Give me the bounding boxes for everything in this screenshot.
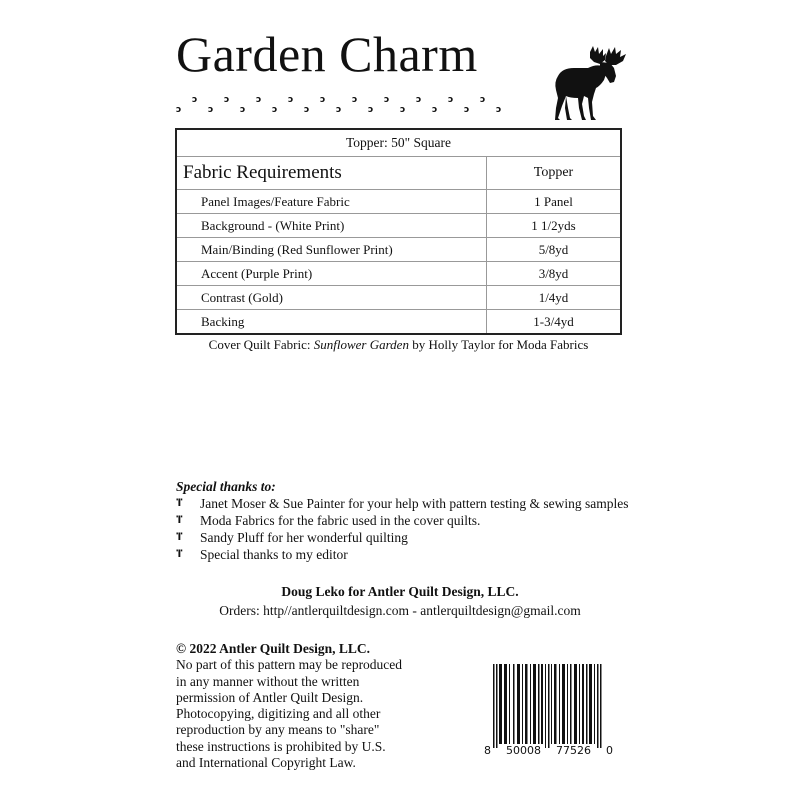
- footprint-icon: ↄ: [208, 105, 214, 115]
- footprint-icon: ↄ: [352, 95, 358, 105]
- footprint-icon: ↄ: [176, 105, 182, 115]
- cover-fabric-credit: [175, 337, 622, 353]
- copyright-notice: [176, 641, 446, 771]
- fabric-item: Contrast (Gold): [176, 286, 487, 310]
- fabric-amount: 1 Panel: [487, 190, 622, 214]
- fabric-item: Backing: [176, 310, 487, 335]
- footprint-icon: ↄ: [288, 95, 294, 105]
- moose-silhouette-icon: [548, 46, 630, 122]
- footprint-icon: ↄ: [464, 105, 470, 115]
- thanks-list: [176, 495, 646, 563]
- thanks-text: Sandy Pluff for her wonderful quilting: [200, 530, 408, 545]
- header-fabric-requirements: Fabric Requirements: [176, 157, 487, 190]
- barcode-digit-manufacturer: 50008: [506, 744, 541, 757]
- designer-credit: Doug Leko for Antler Quilt Design, LLC.: [281, 584, 519, 599]
- barcode-digit-check: 0: [606, 744, 613, 757]
- footprint-icon: ↄ: [272, 105, 278, 115]
- credit-suffix: by Holly Taylor for Moda Fabrics: [408, 337, 589, 352]
- table-row: [176, 214, 621, 238]
- list-item: [176, 495, 646, 512]
- contact-info: [180, 582, 620, 620]
- footprint-icon: ↄ: [480, 95, 486, 105]
- fabric-amount: 1 1/2yds: [487, 214, 622, 238]
- fabric-amount: 3/8yd: [487, 262, 622, 286]
- table-caption-row: [176, 129, 621, 157]
- footprint-icon: ↄ: [432, 105, 438, 115]
- table-row: [176, 190, 621, 214]
- copyright-line: Photocopying, digitizing and all other: [176, 706, 381, 722]
- antler-bullet-icon: ⴶ: [176, 515, 183, 526]
- antler-bullet-icon: ⴶ: [176, 549, 183, 560]
- antler-bullet-icon: ⴶ: [176, 498, 183, 509]
- footprint-icon: ↄ: [416, 95, 422, 105]
- special-thanks-section: [176, 478, 646, 563]
- copyright-line: and International Copyright Law.: [176, 755, 356, 771]
- footprint-icon: ↄ: [240, 105, 246, 115]
- footprint-icon: ↄ: [256, 95, 262, 105]
- barcode-number: [484, 744, 616, 758]
- special-thanks-heading: Special thanks to:: [176, 479, 276, 494]
- footprint-icon: ↄ: [192, 95, 198, 105]
- table-row: [176, 310, 621, 335]
- copyright-heading: © 2022 Antler Quilt Design, LLC.: [176, 641, 370, 656]
- copyright-line: reproduction by any means to "share": [176, 722, 380, 738]
- copyright-line: No part of this pattern may be reproduced: [176, 657, 403, 673]
- fabric-item: Main/Binding (Red Sunflower Print): [176, 238, 487, 262]
- footprint-icon: ↄ: [448, 95, 454, 105]
- antler-bullet-icon: ⴶ: [176, 532, 183, 543]
- table-row: [176, 286, 621, 310]
- copyright-line: these instructions is prohibited by U.S.: [176, 738, 386, 754]
- footprint-icon: ↄ: [496, 105, 502, 115]
- fabric-item: Panel Images/Feature Fabric: [176, 190, 487, 214]
- fabric-item: Accent (Purple Print): [176, 262, 487, 286]
- footprint-icon: ↄ: [320, 95, 326, 105]
- list-item: [176, 546, 646, 563]
- footprint-icon: ↄ: [384, 95, 390, 105]
- credit-prefix: Cover Quilt Fabric:: [208, 337, 314, 352]
- list-item: [176, 512, 646, 529]
- footprint-icon: ↄ: [400, 105, 406, 115]
- footprint-trail: [176, 94, 502, 124]
- fabric-collection-name: Sunflower Garden: [313, 337, 409, 352]
- footprint-icon: ↄ: [368, 105, 374, 115]
- footprint-icon: ↄ: [336, 105, 342, 115]
- upc-barcode: [484, 664, 616, 754]
- table-caption: Topper: 50" Square: [176, 129, 621, 157]
- copyright-line: in any manner without the written: [176, 673, 360, 689]
- fabric-amount: 1/4yd: [487, 286, 622, 310]
- fabric-item: Background - (White Print): [176, 214, 487, 238]
- table-row: [176, 238, 621, 262]
- list-item: [176, 529, 646, 546]
- thanks-text: Moda Fabrics for the fabric used in the cover quilts.: [200, 513, 481, 528]
- table-header-row: [176, 157, 621, 190]
- barcode-digit-system: 8: [484, 744, 491, 757]
- fabric-amount: 5/8yd: [487, 238, 622, 262]
- copyright-line: permission of Antler Quilt Design.: [176, 689, 364, 705]
- fabric-requirements-table: [175, 128, 622, 335]
- fabric-amount: 1-3/4yd: [487, 310, 622, 335]
- pattern-title: Garden Charm: [176, 26, 478, 82]
- thanks-text: Janet Moser & Sue Painter for your help with pattern testing & sewing samples: [200, 496, 629, 511]
- footprint-icon: ↄ: [304, 105, 310, 115]
- thanks-text: Special thanks to my editor: [200, 547, 348, 562]
- barcode-digit-product: 77526: [556, 744, 591, 757]
- footprint-icon: ↄ: [224, 95, 230, 105]
- header-topper: Topper: [487, 157, 622, 190]
- orders-info: Orders: http//antlerquiltdesign.com - antlerquiltdesign@gmail.com: [219, 603, 581, 618]
- table-row: [176, 262, 621, 286]
